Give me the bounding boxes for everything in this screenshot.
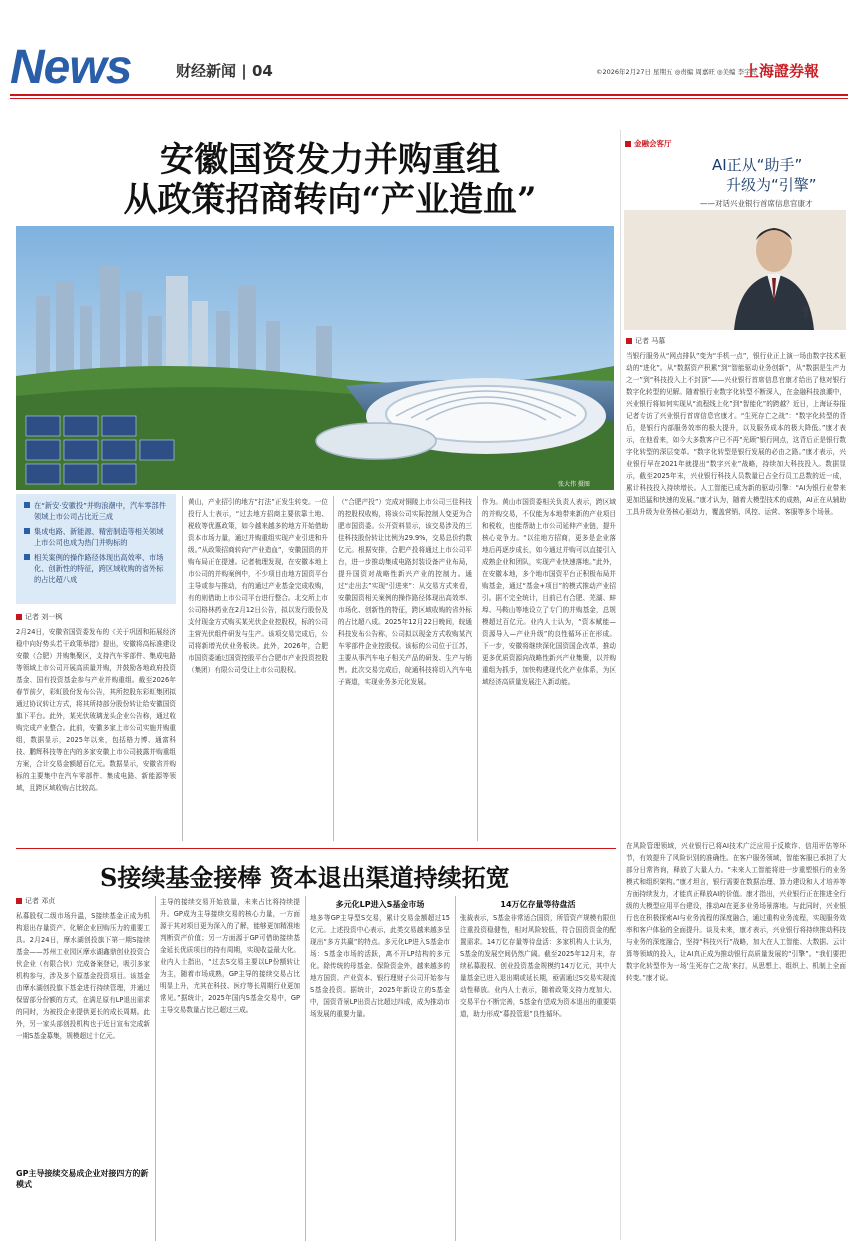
lead-photo (16, 226, 614, 490)
bullet-square-icon (24, 502, 30, 508)
bottom-column-2 (160, 896, 300, 1241)
reporter-marker-icon (16, 898, 22, 904)
interviewee-portrait (624, 210, 846, 330)
key-point: 集成电路、新能源、精密制造等相关领域上市公司也成为热门并购标的 (24, 526, 170, 548)
tag-marker-icon (625, 141, 631, 147)
column-divider (305, 896, 306, 1241)
key-point: 相关案例的操作路径体现出高效率、市场化、创新性的特征，跨区域收购的省外标的占比超八成 (24, 552, 170, 585)
column-divider (333, 496, 334, 841)
portrait-caption: 康才 (801, 306, 808, 318)
photo-credit: 张大伟 摄图 (558, 481, 590, 488)
paper-name: 上海證券報 (744, 62, 820, 80)
reporter-marker-icon (16, 614, 22, 620)
issue-meta: ©2026年2月27日 星期五 ◎责编 周嘉旺 ◎美编 李宇亮 (596, 68, 758, 76)
bottom-column-1 (16, 896, 150, 1241)
lead-headline-line1: 安徽国资发力并购重组 (160, 140, 500, 180)
sidebar-title-line1: AI正从“助手” (712, 156, 803, 174)
bottom-column-4 (460, 896, 616, 1241)
key-points-box (16, 494, 176, 604)
masthead-rule (10, 94, 848, 96)
bottom-reporter: 记者 邓贞 (16, 896, 150, 906)
sidebar-column-2 (626, 840, 846, 1240)
column-divider (477, 496, 478, 841)
bottom-subhead-3: 14万亿存量等待盘活 (500, 900, 576, 909)
sidebar-column-1 (626, 336, 846, 836)
bottom-text-3: 地多等GP主导型S交易，累计交易金额超过15亿元。上述投资中心表示，此类交易越来越多呈现出“多方共赢”的特点。多元化LP进入S基金市场：S基金市场的活跃，离不开LP结构的多元化。除传统的母基金、保险资金外，越来越多的地方国资、产业资本、银行理财子公司开始参与S基金投资。据统计，2025年新设立的S基金中，国资背景LP出资占比超过四成，成为推动市场发展的重要力量。 (310, 914, 450, 1018)
masthead-rule-thin (10, 98, 848, 99)
city-skyline-illustration (16, 226, 614, 490)
masthead-logo: News (10, 41, 132, 94)
bottom-text-2: 主导的接续交易开始放量，未来占比将持续提升。GP成为主导接续交易的核心力量，一方面源于其对项目更为深入的了解，能够更加精准地判断资产价值；另一方面源于GP可借助接续基金延长优质项目的持有周期，实现收益最大化。业内人士指出，“过去S交易主要以LP份额转让为主，随着市场成熟，GP主导的接续交易占比明显上升，尤其在科技、医疗等长周期行业更加常见。”据统计，2025年国内S基金交易中，GP主导交易数量占比已超过三成。 (160, 898, 300, 1014)
lead-text-3: （“合肥产投”）完成对铜陵上市公司三佳科技的控股权收购，将该公司实际控制人变更为合肥市国资委。公开资料显示，该交易涉及的三佳科技股份转让比例为29.9%，交易总价约数亿元。根据安排，合肥产投将通过上市公司平台，进一步推动集成电路封装设备产业布局，提升国资对战略性新兴产业的控制力。通过“走出去”实现“引进来”：从交易方式来看，安徽国资相关案例的操作路径体现出高效率、市场化、创新性的特征，跨区域收购的省外标的占比超八成。2025年12月22日晚间，皖通科技发布公告称，公司拟以现金方式收购某汽车零部件企业控股权。该标的公司位于江苏，主要从事汽车电子相关产品的研发、生产与销售。此次交易完成后，皖通科技将切入汽车电子赛道，实现业务多元化发展。 (338, 498, 472, 686)
person-illustration (624, 210, 846, 330)
section-rule (16, 848, 616, 849)
bottom-column-3 (310, 896, 450, 1241)
column-divider (155, 896, 156, 1241)
bottom-text-1: 私募股权二级市场升温，S接续基金正成为机构退出存量资产、化解企业回购压力的重要工具。2月24日，摩水湖创投旗下第一期S接续基金——苏州工业园区摩水湖鑫鼎创业投资合伙企业（有限合伙）完成备案登记，吸引多家机构参与，涉及多个原基金投资项目。该基金由摩水湖创投旗下基金进行持续管理，并通过保留部分份额的方式，在满足原有LP退出需求的同时，为被投企业提供更长的成长周期。此外，另一家头部创投机构也于近日宣布完成新一期S基金募集，规模超过十亿元。 (16, 912, 150, 1040)
section-title: 财经新闻 | 04 (176, 62, 273, 80)
bottom-subhead-2: 多元化LP进入S基金市场 (335, 900, 425, 909)
key-point: 在“新安·安徽投”并购浪潮中，汽车零部件领域上市公司占比近三成 (24, 500, 170, 522)
lead-text-2: 黄山，产业招引的地方“打法”正发生转变。一位投行人士表示，“过去地方招商主要依靠土地、税收等优惠政策，如今越来越多的地方开始借助资本市场力量，通过并购重组实现产业引进和升级。”从政策招商转向“产业造血”，安徽国资的并购布局正在提速。记者梳理发现，在安徽本地上市公司的并购案例中，不少项目由地方国资平台主导或参与推动，有的通过产业基金完成收购，有的则借助上市公司平台进行整合。北交所上市公司格林药业在2月12日公告，拟以发行股份及支付现金方式购买某光伏企业控股权，标的公司主营光伏组件研发与生产。该项交易完成后，公司将新增光伏业务板块。此外，2026年，合肥市国资委通过国资控股平台合肥市产业投资控股（集团）有限公司受让上市公司股权。 (188, 498, 328, 674)
page-number: 04 (251, 62, 273, 80)
reporter-marker-icon (626, 338, 632, 344)
sidebar-reporter: 记者 马慕 (626, 336, 846, 346)
lead-headline-line2: 从政策招商转向“产业造血” (123, 180, 537, 220)
lead-column-1 (16, 612, 176, 842)
bottom-headline: S接续基金接棒 资本退出渠道持续拓宽 (100, 863, 510, 892)
lead-text-4: 作为。黄山市国资委相关负责人表示，跨区域的并购交易，不仅能为本地带来新的产业项目和税收，也能帮助上市公司延伸产业链，提升核心竞争力。“以往地方招商，更多是企业落地后再逐步成长，如今通过并购可以直接引入成熟企业和团队，实现产业快速落地。”此外，在安徽本地，多个地市国资平台正积极布局并购基金，通过“基金+项目”的模式推动产业招引。据不完全统计，目前已有合肥、芜湖、蚌埠、马鞍山等地设立了专门的并购基金，总规模超过百亿元。业内人士认为，“资本赋能—资源导入—产业升级”的良性循环正在形成。下一步，安徽将继续深化国资国企改革，推动更多优质资源向战略性新兴产业集聚，以并购重组为抓手，加快构建现代化产业体系，为区域经济高质量发展注入新动能。 (482, 498, 616, 686)
column-divider (455, 896, 456, 1241)
lead-column-3 (338, 496, 472, 841)
sidebar-tag: 金融会客厅 (625, 138, 672, 149)
sidebar-divider (620, 130, 621, 1240)
bottom-text-4: 张裁表示，S基金非常适合国资，所管资产规模有限但注重投资稳健性，相对风险较低，符合国资资金的配置需求。14万亿存量等待盘活：多家机构人士认为，S基金的发展空间仍然广阔。截至2025年12月末，存续私募股权、创业投资基金规模约14万亿元，其中大量基金已进入退出期或延长期，亟需通过S交易实现流动性释放。业内人士表示，随着政策支持力度加大、交易平台不断完善，S基金有望成为资本退出的重要渠道，助力形成“募投管退”良性循环。 (460, 914, 616, 1018)
column-divider (182, 496, 183, 841)
lead-reporter: 记者 刘一枫 (16, 612, 176, 622)
bullet-square-icon (24, 528, 30, 534)
sidebar-subtitle: ——对话兴业银行首席信息官康才 (700, 199, 813, 208)
lead-text-1: 2月24日，安徽省国资委发布的《关于巩固和拓展经济稳中向好势头若干政策举措》提出，安徽将高标准建设安徽（合肥）并购集聚区，支持汽车零部件、集成电路等领域上市公司开展高质量并购，并鼓励各地政府投资基金、国有投资基金参与产业并购重组。截至2026年春节前夕，彩虹股份发布公告，其所控股东彩虹集团拟通过协议转让方式，将其所持部分股份转让给安徽国资旗下平台。此外，某光伏玻璃龙头企业公告称，通过收购完成产业整合。此前，安徽多家上市公司实施并购重组，数据显示，2025年以来，包括格力博、通富科技、鹏辉科技等在内的多家安徽上市公司披露并购重组方案，合计交易金额超百亿元。数据显示，安徽省并购标的主要集中在汽车零部件、集成电路、新能源等领域，且跨区域收购占比较高。 (16, 628, 176, 792)
lead-column-2 (188, 496, 328, 841)
sidebar-title-line2: 升级为“引擎” (726, 176, 817, 194)
sidebar-text-1: 当银行服务从“网点排队”变为“手机一点”，银行业正上演一场由数字技术驱动的“进化”。从“数据资产积累”到“智能驱动业务创新”，从“数据是生产力之一”到“科技投入上不封顶”——兴业银行首席信息官康才给出了他对银行数字化转型的见解。随着银行业数字化转型不断深入，在金融科技浪潮中，兴业银行将如何实现从“流程线上化”到“智能化”的跨越？近日，上海证券报记者专访了兴业银行首席信息官康才。“生死存亡之战”：“数字化转型的背后，是银行内部服务效率的极大提升，以及服务成本的极大降低。”康才表示，在他看来，如今大多数客户已不再“光顾”银行网点，这背后正是银行数字化转型的深层变革。“数字化转型是银行发展的必由之路。”康才表示，兴业银行早在2021年就提出“数字兴业”战略，持续加大科技投入。数据显示，截至2025年末，兴业银行科技人员数量已占全行员工总数的近一成，累计科技投入持续增长。人工智能已成为新的驱动引擎：“AI为银行业带来更加迅猛和快速的发展。”康才认为，随着大模型技术的成熟，AI正在从辅助工具升级为业务核心驱动力，覆盖营销、风控、运营、客服等多个场景。 (626, 352, 846, 516)
bottom-subhead-1: GP主导接续交易成企业对接四方的新模式 (16, 1169, 149, 1189)
lead-column-4 (482, 496, 616, 841)
bullet-square-icon (24, 554, 30, 560)
sidebar-text-2: 在风险管理领域，兴业银行已将AI技术广泛应用于反欺诈、信用评估等环节，有效提升了风险识别的准确性。在客户服务领域，智能客服已承担了大部分日常咨询，释放了大量人力。“未来人工智能将进一步重塑银行的业务模式和组织架构。”康才坦言，银行需要在数据治理、算力建设和人才培养等方面持续发力，才能真正释放AI的价值。康才指出，兴业银行正在推进全行级的大模型应用平台建设，推动AI在更多业务场景落地。与此同时，兴业银行也在积极探索AI与业务流程的深度融合，通过重构业务流程，实现服务效率和客户体验的全面提升。谈及未来，康才表示，兴业银行将持续推动科技与业务的深度融合，坚持“科技兴行”战略，加大在人工智能、大数据、云计算等领域的投入，让AI真正成为推动银行高质量发展的“引擎”。“我们要把数字化转型作为一场‘生死存亡之战’来打，从思想上、组织上、机制上全面转变。”康才说。 (626, 842, 846, 982)
